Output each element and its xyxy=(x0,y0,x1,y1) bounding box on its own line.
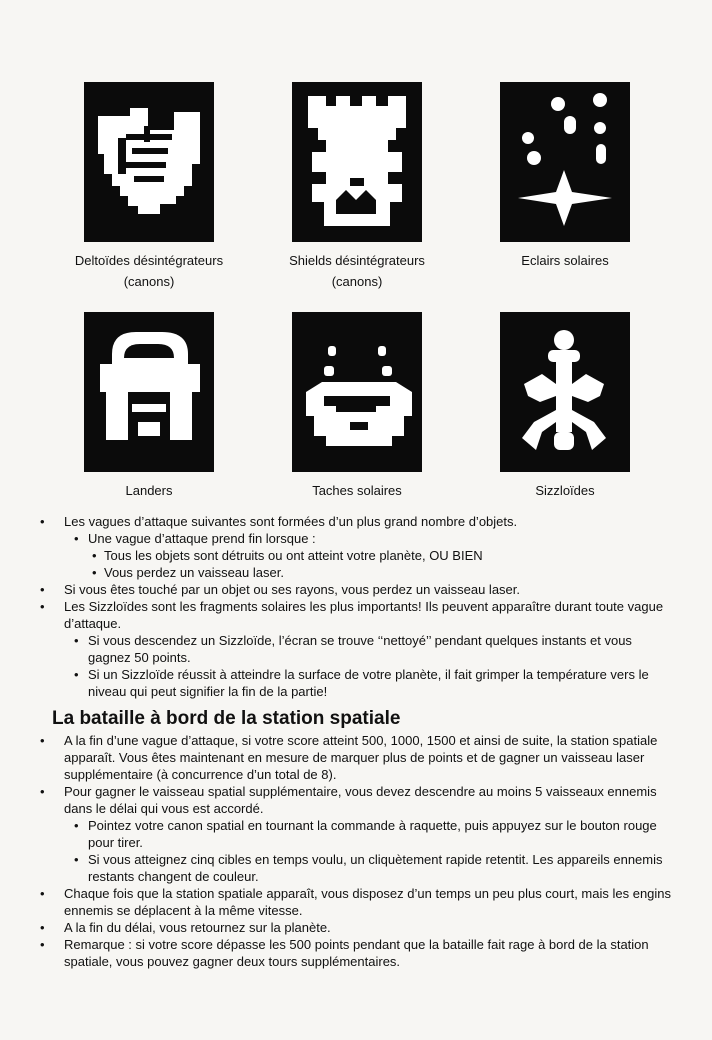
sprite-caption: Eclairs solaires xyxy=(521,253,609,268)
list-item: • Les vagues d’attaque suivantes sont formées d’un plus grand nombre d’objets. xyxy=(40,514,518,529)
list-item: • Pour gagner le vaisseau spatial supplémentaire, vous devez descendre au moins 5 vaisseaux ennemis dans le délai qui vous est accordé. xyxy=(40,784,657,816)
sprite-caption: Deltoïdes désintégrateurs (canons) xyxy=(74,253,224,289)
shield-icon xyxy=(292,82,422,242)
sprite-caption: Taches solaires xyxy=(312,483,402,498)
list-item: • Remarque : si votre score dépasse les 500 points pendant que la bataille fait rage à bord de la station spatiale, vous pouvez gagner deux tours supplémentaires. xyxy=(40,937,649,969)
sizzloid-sprite xyxy=(500,312,630,472)
sunspot-sprite xyxy=(292,312,422,472)
list-item: • Si un Sizzloïde réussit à atteindre la surface de votre planète, il fait grimper la température vers le niveau qui peut signifier la fin de la partie! xyxy=(74,667,649,699)
deltoid-sprite xyxy=(84,82,214,242)
sizzloid-icon xyxy=(500,312,630,472)
solar-flare-sprite xyxy=(500,82,630,242)
sunspot-icon xyxy=(292,312,422,472)
list-item: • Si vous atteignez cinq cibles en temps voulu, un cliquètement rapide retentit. Les appareils ennemis restants changent de couleur. xyxy=(74,852,663,884)
list-item: • Si vous êtes touché par un objet ou ses rayons, vous perdez un vaisseau laser. xyxy=(40,582,520,597)
list-item: • Tous les objets sont détruits ou ont atteint votre planète, OU BIEN xyxy=(92,548,483,563)
shield-sprite xyxy=(292,82,422,242)
list-item: • A la fin d’une vague d’attaque, si votre score atteint 500, 1000, 1500 et ainsi de suite, la station spatiale apparaît. Vous êtes maintenant en mesure de marquer plus de points et de gagner un vaisseau laser supplémentaire (à concurrence d’un total de 8). xyxy=(40,733,658,782)
list-item: • Pointez votre canon spatial en tournant la commande à raquette, puis appuyez sur le bouton rouge pour tirer. xyxy=(74,818,657,850)
rules-list xyxy=(40,513,672,700)
space-station-list xyxy=(40,732,672,970)
lander-sprite xyxy=(84,312,214,472)
list-item: • Vous perdez un vaisseau laser. xyxy=(92,565,284,580)
lander-icon xyxy=(84,312,214,472)
list-item: • Les Sizzloïdes sont les fragments solaires les plus importants! Ils peuvent apparaître durant toute vague d’attaque. xyxy=(40,599,664,631)
section-title: La bataille à bord de la station spatiale xyxy=(52,708,401,729)
list-item: • Une vague d’attaque prend fin lorsque : xyxy=(74,531,316,546)
list-item: • Si vous descendez un Sizzloïde, l’écran se trouve ‘‘nettoyé’’ pendant quelques instants et vous gagnez 50 points. xyxy=(74,633,632,665)
list-item: • Chaque fois que la station spatiale apparaît, vous disposez d’un temps un peu plus court, mais les engins ennemis se déplacent à la même vitesse. xyxy=(40,886,672,918)
sprite-caption: Landers xyxy=(125,483,173,498)
deltoid-icon xyxy=(84,82,214,242)
list-item: • A la fin du délai, vous retournez sur la planète. xyxy=(40,920,331,935)
solar-flare-icon xyxy=(500,82,630,242)
sprite-caption: Shields désintégrateurs (canons) xyxy=(289,253,425,289)
sprite-caption: Sizzloïdes xyxy=(535,483,595,498)
